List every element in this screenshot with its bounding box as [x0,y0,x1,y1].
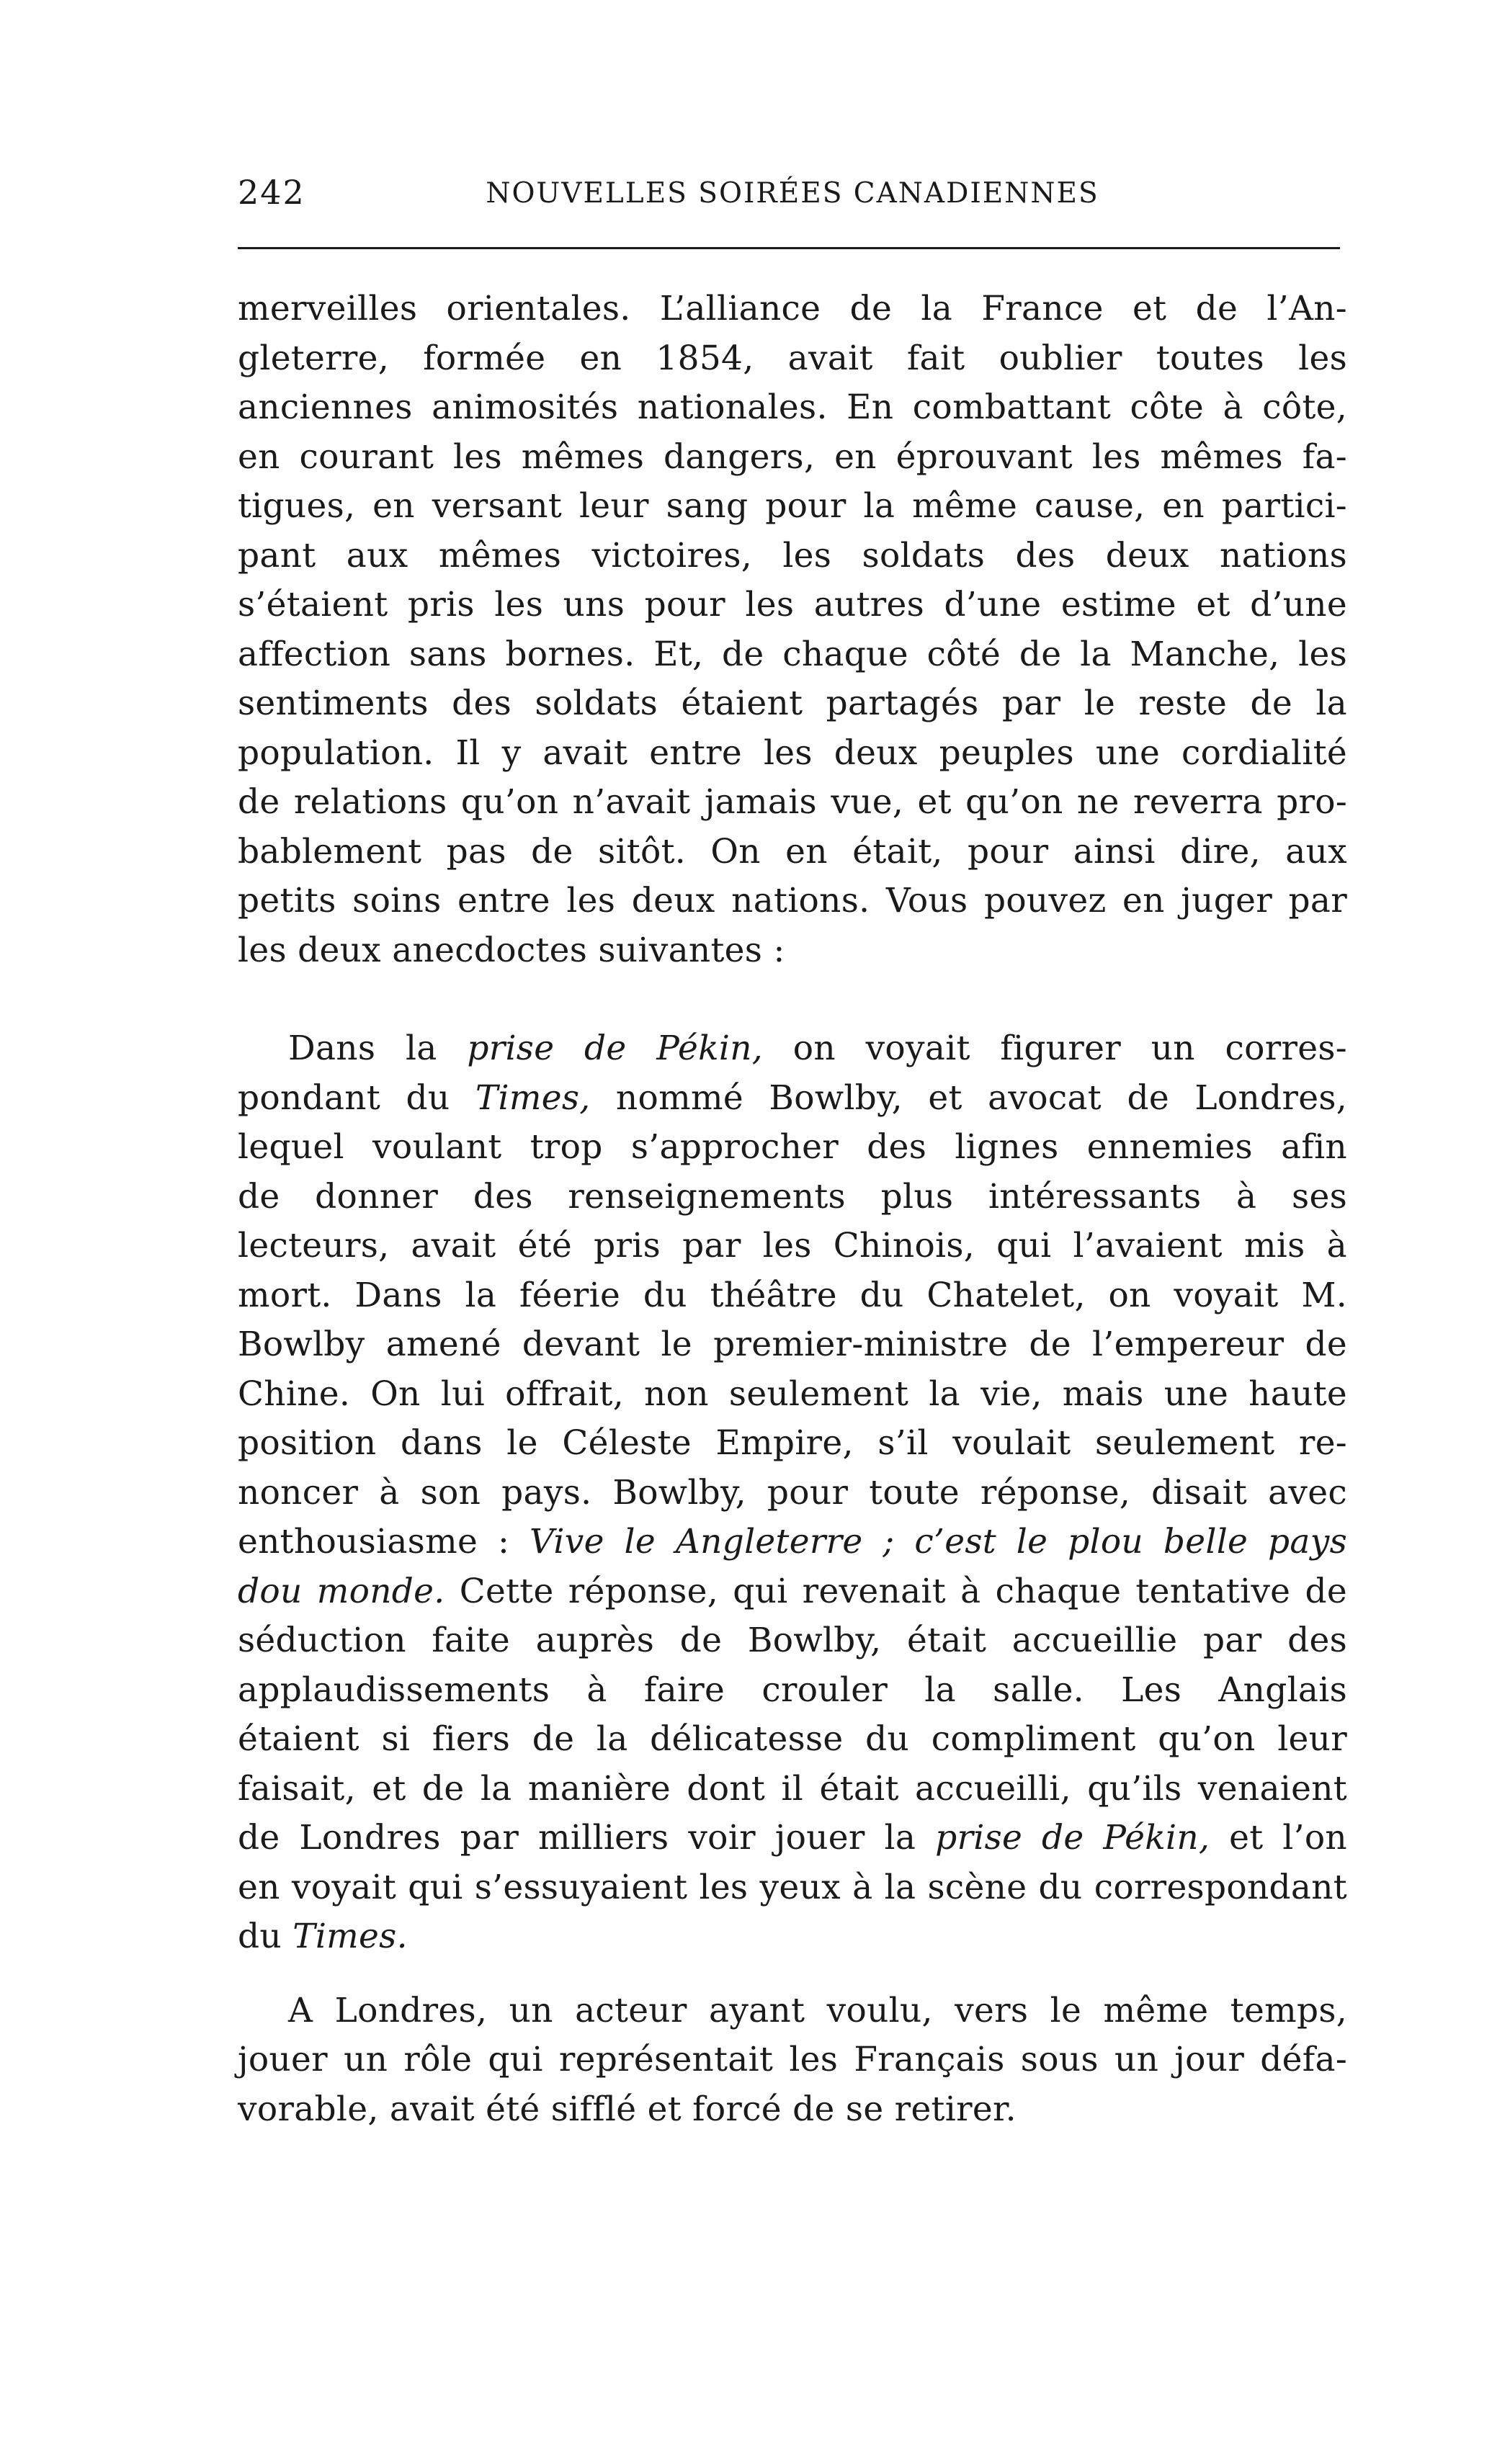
text-line: merveilles orientales. L’alliance de la France et de l’An- [238,289,1347,328]
text-line: faisait, et de la manière dont il était accueilli, qu’ils venaient [238,1768,1347,1809]
text-line: Chine. On lui offrait, non seulement la vie, mais une haute [238,1374,1347,1414]
text-line: en courant les mêmes dangers, en éprouvant les mêmes fa- [238,436,1347,477]
text-line: dou monde. Cette réponse, qui revenait à chaque tentative de [238,1571,1347,1611]
paragraph-3 [238,1986,1347,2135]
text-line: les deux anecdoctes suivantes : [238,930,785,970]
text-line: s’étaient pris les uns pour les autres d’une estime et d’une [238,585,1347,624]
text-line: sentiments des soldats étaient partagés par le reste de la [238,684,1347,723]
text-line: anciennes animosités nationales. En combattant côte à côte, [238,387,1347,427]
text-line: lequel voulant trop s’approcher des lignes ennemies afin [238,1127,1347,1167]
text-line: tigues, en versant leur sang pour la même cause, en partici- [238,486,1347,526]
text-line: de relations qu’on n’avait jamais vue, et qu’on ne reverra pro- [238,782,1347,822]
text-line: A Londres, un acteur ayant voulu, vers le même temps, [288,1990,1347,2030]
text-line: bablement pas de sitôt. On en était, pour ainsi dire, aux [238,831,1347,872]
italic-title: prise de Pékin, [467,1029,764,1068]
text-line: population. Il y avait entre les deux peuples une cordialité [238,733,1347,773]
running-title: NOUVELLES SOIRÉES CANADIENNES [486,177,1099,210]
text-line: petits soins entre les deux nations. Vous pouvez en juger par [238,881,1347,920]
italic-title: Times. [292,1917,408,1956]
text-line: gleterre, formée en 1854, avait fait oublier toutes les [238,338,1347,378]
text-line: position dans le Céleste Empire, s’il voulait seulement re- [238,1423,1347,1463]
text-line: de donner des renseignements plus intéressants à ses [238,1176,1347,1217]
text-line: Bowlby amené devant le premier-ministre de l’empereur de [238,1325,1347,1364]
text-line: en voyait qui s’essuyaient les yeux à la scène du correspondant [238,1867,1347,1907]
text-line: noncer à son pays. Bowlby, pour toute réponse, disait avec [238,1472,1347,1513]
italic-quote: Vive le Angleterre ; c’est le plou belle pays [529,1522,1348,1562]
text-line: applaudissements à faire crouler la salle. Les Anglais [238,1670,1347,1710]
text-line: vorable, avait été sifflé et forcé de se retirer. [238,2089,1017,2129]
page-number: 242 [238,173,305,212]
text-line: de Londres par milliers voir jouer la prise de Pékin, et l’on [238,1818,1347,1858]
text-line: affection sans bornes. Et, de chaque côté de la Manche, les [238,634,1347,674]
italic-quote: dou monde. [238,1571,445,1611]
italic-title: prise de Pékin, [935,1818,1210,1858]
text-line: pant aux mêmes victoires, les soldats des deux nations [238,535,1347,575]
text-line: du Times. [238,1917,408,1956]
paragraph-1 [238,285,1347,975]
page-header [238,173,1347,223]
text-line: Dans la prise de Pékin, on voyait figurer un corres- [288,1029,1347,1068]
text-line: lecteurs, avait été pris par les Chinois, qui l’avaient mis à [238,1226,1347,1265]
body-text [238,285,1347,2134]
paragraph-2 [238,1024,1347,1962]
text-line: séduction faite auprès de Bowlby, était accueillie par des [238,1621,1347,1660]
text-line: jouer un rôle qui représentait les Français sous un jour défa- [238,2040,1347,2079]
text-line: mort. Dans la féerie du théâtre du Chatelet, on voyait M. [238,1275,1347,1315]
text-line: pondant du Times, nommé Bowlby, et avocat de Londres, [238,1078,1347,1118]
header-rule [238,247,1340,249]
text-line: enthousiasme : Vive le Angleterre ; c’est le plou belle pays [238,1522,1348,1562]
text-line: étaient si fiers de la délicatesse du compliment qu’on leur [238,1719,1347,1759]
italic-title: Times, [475,1078,591,1118]
